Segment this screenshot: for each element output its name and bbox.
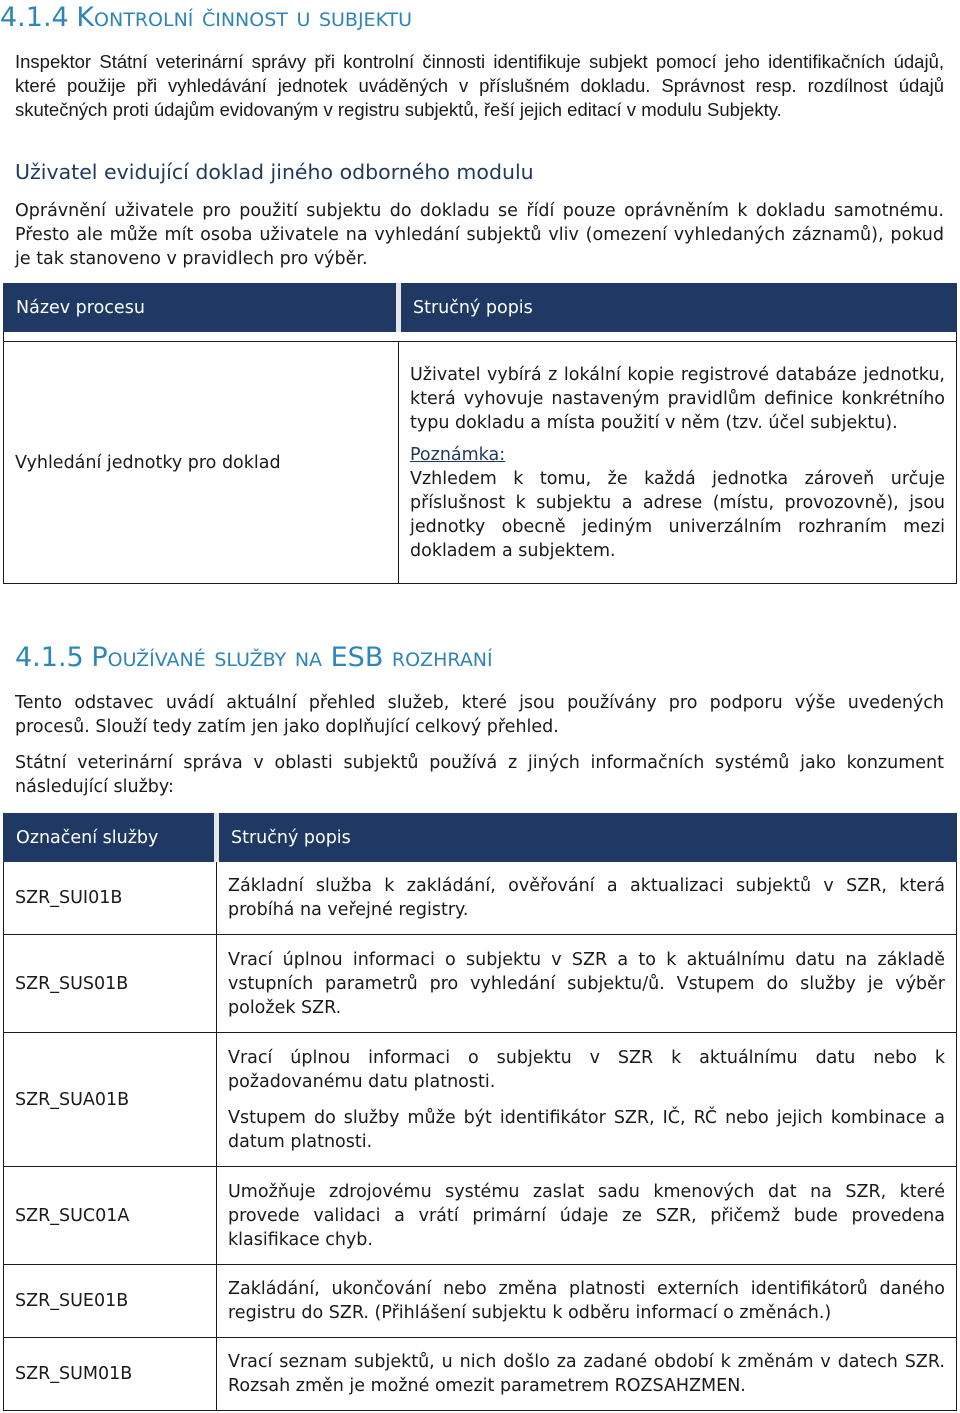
- subheading: Uživatel evidující doklad jiného odborného modulu: [15, 160, 534, 184]
- table-row: [4, 342, 957, 584]
- service-code: SZR_SUI01B: [4, 862, 217, 935]
- description-text: Vrací úplnou informaci o subjektu v SZR a to k aktuálnímu datu na základě vstupních parametrů pro vyhledání subjektu/ů. Vstupem do služby je výběr položek SZR.: [228, 949, 945, 1018]
- service-description: [217, 1338, 957, 1411]
- note-label: Poznámka:: [410, 444, 506, 465]
- service-code: SZR_SUC01A: [4, 1167, 217, 1265]
- service-description: [217, 1167, 957, 1265]
- description-text: Umožňuje zdrojovému systému zaslat sadu kmenových dat na SZR, které provede validaci a vrátí primární údaje ze SZR, přičemž bude provedena klasifikace chyb.: [228, 1181, 945, 1250]
- table-row: [4, 1265, 957, 1338]
- section-heading-415: [15, 644, 493, 671]
- note-text: Vzhledem k tomu, že každá jednotka zároveň určuje příslušnost k subjektu a adrese (místu, provozovně), jsou jednotky obecně jediným univerzálním rozhraním mezi dokladem a subjektem.: [410, 468, 945, 561]
- section-number: 4.1.4: [0, 2, 69, 33]
- process-description: [399, 342, 957, 584]
- column-header: Stručný popis: [399, 284, 957, 332]
- table-row: [4, 1338, 957, 1411]
- section-title: Kontrolní činnost u subjektu: [76, 2, 413, 33]
- service-code: SZR_SUE01B: [4, 1265, 217, 1338]
- service-description: [217, 935, 957, 1033]
- table-row: [4, 862, 957, 935]
- description-text: Vrací úplnou informaci o subjektu v SZR k aktuálnímu datu nebo k požadovanému datu platnosti.: [228, 1047, 945, 1092]
- table-row: [4, 935, 957, 1033]
- column-header: Stručný popis: [217, 814, 957, 862]
- service-code: SZR_SUM01B: [4, 1338, 217, 1411]
- section-title: Používané služby na ESB rozhraní: [91, 642, 493, 673]
- intro-paragraph: Inspektor Státní veterinární správy při kontrolní činnosti identifikuje subjekt pomocí jeho identifikačních údajů, které použije při vyhledávání jednotek uváděných v příslušném dokladu. Správnost resp. rozdílnost údajů skutečných proti údajům evidovaným v registru subjektů, řeší jejich editací v modulu Subjekty.: [15, 51, 944, 120]
- service-description: [217, 862, 957, 935]
- description-text: Vstupem do služby může být identifikátor SZR, IČ, RČ nebo jejich kombinace a datum platnosti.: [228, 1107, 945, 1152]
- section-heading-414: [0, 4, 412, 31]
- column-header: Označení služby: [4, 814, 217, 862]
- table-row: [4, 1167, 957, 1265]
- column-header: Název procesu: [4, 284, 399, 332]
- services-table: [3, 813, 957, 1411]
- services-consumer-paragraph: Státní veterinární správa v oblasti subjektů používá z jiných informačních systémů jako konzument následující služby:: [15, 753, 944, 797]
- service-code: SZR_SUA01B: [4, 1033, 217, 1167]
- description-text: Základní služba k zakládání, ověřování a aktualizaci subjektů v SZR, která probíhá na veřejné registry.: [228, 876, 945, 920]
- service-description: [217, 1265, 957, 1338]
- process-table: [3, 283, 957, 584]
- description-text: Vrací seznam subjektů, u nich došlo za zadané období k změnám v datech SZR. Rozsah změn je možné omezit parametrem ROZSAHZMEN.: [228, 1352, 945, 1396]
- table-row: [4, 1033, 957, 1167]
- table-header-row: [4, 284, 957, 332]
- rights-paragraph: Oprávnění uživatele pro použití subjektu do dokladu se řídí pouze oprávněním k dokladu samotnému. Přesto ale může mít osoba uživatele na vyhledání subjektů vliv (omezení vyhledaných záznamů), pokud je tak stanoveno v pravidlech pro výběr.: [15, 201, 944, 269]
- process-name: Vyhledání jednotky pro doklad: [4, 342, 399, 584]
- table-header-row: [4, 814, 957, 862]
- description-text: Zakládání, ukončování nebo změna platnosti externích identifikátorů daného registru do SZR. (Přihlášení subjektu k odběru informací o změnách.): [228, 1279, 945, 1323]
- service-code: SZR_SUS01B: [4, 935, 217, 1033]
- services-intro-paragraph: Tento odstavec uvádí aktuální přehled služeb, které jsou používány pro podporu výše uvedených procesů. Slouží tedy zatím jen jako doplňující celkový přehled.: [15, 693, 944, 737]
- section-number: 4.1.5: [15, 642, 84, 673]
- service-description: [217, 1033, 957, 1167]
- description-text: Uživatel vybírá z lokální kopie registrové databáze jednotku, která vyhovuje nastaveným pravidlům definice konkrétního typu dokladu a místa použití v něm (tzv. účel subjektu).: [410, 364, 945, 433]
